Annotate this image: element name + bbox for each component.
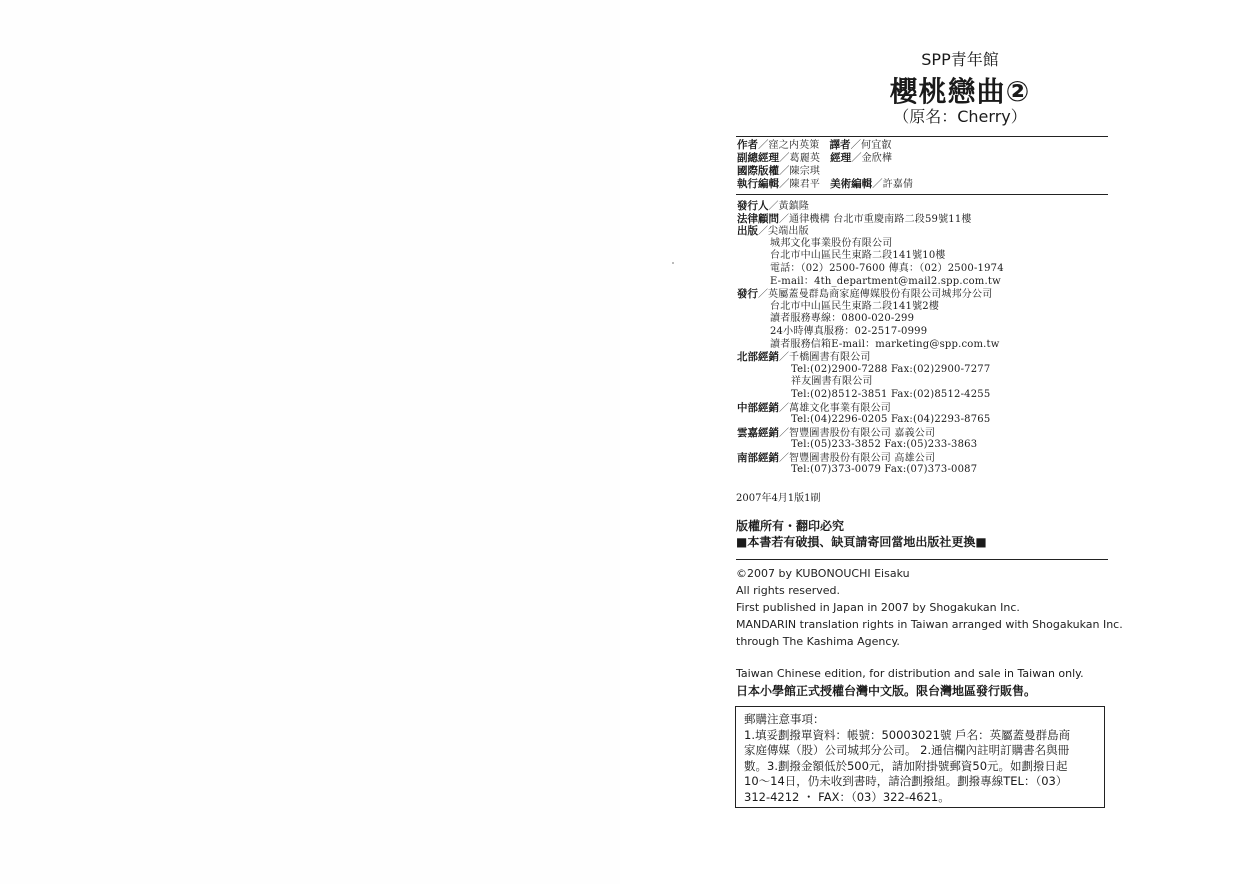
press-email: E-mail：4th_department@mail2.spp.com.tw xyxy=(770,275,1001,287)
rights-block xyxy=(736,518,987,550)
publisher-label: 發行人 xyxy=(737,200,769,212)
book-title: 櫻桃戀曲② xyxy=(889,75,1031,108)
taiwan-english: Taiwan Chinese edition, for distribution and sale in Taiwan only. xyxy=(736,667,1084,680)
north-label: 北部經銷 xyxy=(737,351,779,364)
taiwan-chinese: 日本小學館正式授權台灣中文版。限台灣地區發行販售。 xyxy=(736,684,1037,698)
series-name: SPP青年館 xyxy=(921,50,999,69)
credit-label: 經理 xyxy=(830,152,852,164)
notice-line: 312-4212 ・ FAX：（03）322-4621。 xyxy=(744,789,950,804)
credit-label: 作者 xyxy=(737,139,758,151)
credit-value: 窪之内英策 xyxy=(768,140,820,151)
publisher-value: 黃鎮隆 xyxy=(778,201,810,212)
credit-label: 副總經理 xyxy=(737,152,779,164)
copyright-notice: 版權所有・翻印必究 xyxy=(736,519,845,533)
english-rights xyxy=(736,565,1123,650)
notice-line: 家庭傳媒（股）公司城邦分公司。 2.通信欄內註明訂購書名與冊 xyxy=(744,743,1070,757)
credit-value: 陳宗琪 xyxy=(789,166,821,177)
credit-label: 國際版權 xyxy=(737,165,779,177)
mail-order-notice xyxy=(735,706,1105,808)
chiayi-value: 智豐圖書股份有限公司 嘉義公司 xyxy=(789,427,936,439)
english-line: First published in Japan in 2007 by Shogakukan Inc. xyxy=(736,601,1020,614)
chiayi-row: 雲嘉經銷／智豐圖書股份有限公司 嘉義公司 xyxy=(737,426,936,439)
english-line: All rights reserved. xyxy=(736,584,841,597)
legal-row: 法律顧問／通律機構 台北市重慶南路二段59號11樓 xyxy=(737,212,972,225)
press-line: 電話：（02）2500-7600 傳真：（02）2500-1974 xyxy=(770,262,1004,274)
central-row: 中部經銷／萬雄文化事業有限公司 xyxy=(737,401,891,414)
edition-date: 2007年4月1版1刷 xyxy=(736,493,821,504)
central-label: 中部經銷 xyxy=(737,401,779,414)
english-line: MANDARIN translation rights in Taiwan arranged with Shogakukan Inc. xyxy=(736,618,1123,631)
press-value: 尖端出版 xyxy=(768,226,809,238)
scan-speck xyxy=(672,262,674,264)
press-row: 出版／尖端出版 xyxy=(737,225,809,238)
central-value: 萬雄文化事業有限公司 xyxy=(789,402,891,414)
credit-value: 陳君平 xyxy=(789,179,821,190)
notice-line: 10～14日，仍未收到書時，請洽劃撥組。劃撥專線TEL：（03） xyxy=(744,774,1068,788)
north-line: 祥友圖書有限公司 xyxy=(791,376,873,388)
north-value: 千橋圖書有限公司 xyxy=(789,352,871,364)
legal-value: 通律機構 台北市重慶南路二段59號11樓 xyxy=(789,213,972,225)
credit-row: 作者／窪之内英策 譯者／何宜叡 xyxy=(737,139,892,151)
north-line: Tel:(02)2900-7288 Fax:(02)2900-7277 xyxy=(791,363,991,375)
credit-row: 執行編輯／陳君平 美術編輯／許嘉倩 xyxy=(737,178,914,190)
distrib-row: 發行／英屬蓋曼群島商家庭傳媒股份有限公司城邦分公司 xyxy=(737,288,993,301)
notice-line: 1.填妥劃撥單資料：帳號：50003021號 戶名：英屬蓋曼群島商 xyxy=(744,727,1071,742)
north-row: 北部經銷／千橋圖書有限公司 xyxy=(737,351,871,364)
central-line: Tel:(04)2296-0205 Fax:(04)2293-8765 xyxy=(791,414,991,426)
credit-label: 執行編輯 xyxy=(737,178,779,190)
legal-label: 法律顧問 xyxy=(737,212,779,225)
credits-block xyxy=(737,139,1117,191)
publisher-row: 發行人／黃鎮隆 xyxy=(737,200,810,212)
damage-notice: ■本書若有破損、缺頁請寄回當地出版社更換■ xyxy=(736,535,987,549)
divider-credits xyxy=(736,194,1108,195)
north-line: Tel:(02)8512-3851 Fax:(02)8512-4255 xyxy=(791,388,991,400)
credit-row: 副總經理／葛麗英 經理／金欣樺 xyxy=(737,152,893,164)
distrib-label: 發行 xyxy=(737,288,758,301)
publisher-block xyxy=(737,200,1117,477)
english-line: through The Kashima Agency. xyxy=(736,635,900,648)
credit-value: 許嘉倩 xyxy=(882,179,914,190)
distrib-email: 讀者服務信箱E-mail：marketing@spp.com.tw xyxy=(770,338,1000,350)
taiwan-edition xyxy=(736,665,1084,700)
chiayi-label: 雲嘉經銷 xyxy=(737,426,779,439)
credit-label: 譯者 xyxy=(829,139,851,151)
south-row: 南部經銷／智豐圖書股份有限公司 高雄公司 xyxy=(737,451,936,464)
divider-english xyxy=(736,559,1108,560)
distrib-line: 24小時傳真服務：02-2517-0999 xyxy=(770,325,928,337)
notice-line: 郵購注意事項： xyxy=(744,712,825,726)
press-line: 城邦文化事業股份有限公司 xyxy=(770,237,893,249)
chiayi-line: Tel:(05)233-3852 Fax:(05)233-3863 xyxy=(791,439,978,451)
original-title: （原名：Cherry） xyxy=(893,107,1027,126)
press-line: 台北市中山區民生東路二段141號10樓 xyxy=(770,250,946,262)
press-label: 出版 xyxy=(737,225,758,238)
distrib-line: 台北市中山區民生東路二段141號2樓 xyxy=(770,300,940,312)
south-label: 南部經銷 xyxy=(737,451,779,464)
distrib-value: 英屬蓋曼群島商家庭傳媒股份有限公司城邦分公司 xyxy=(768,289,993,301)
notice-line: 數。3.劃撥金額低於500元，請加附掛號郵資50元。如劃撥日起 xyxy=(744,758,1068,773)
credit-value: 葛麗英 xyxy=(789,153,821,164)
south-value: 智豐圖書股份有限公司 高雄公司 xyxy=(789,452,936,464)
credit-value: 何宜叡 xyxy=(861,140,892,151)
divider-top xyxy=(736,136,1108,137)
credit-label: 美術編輯 xyxy=(830,178,873,190)
credit-row: 國際版權／陳宗琪 xyxy=(737,165,821,177)
english-line: ©2007 by KUBONOUCHI Eisaku xyxy=(736,567,910,580)
distrib-line: 讀者服務專線：0800-020-299 xyxy=(770,313,915,325)
south-line: Tel:(07)373-0079 Fax:(07)373-0087 xyxy=(791,464,978,476)
credit-value: 金欣樺 xyxy=(861,153,893,164)
